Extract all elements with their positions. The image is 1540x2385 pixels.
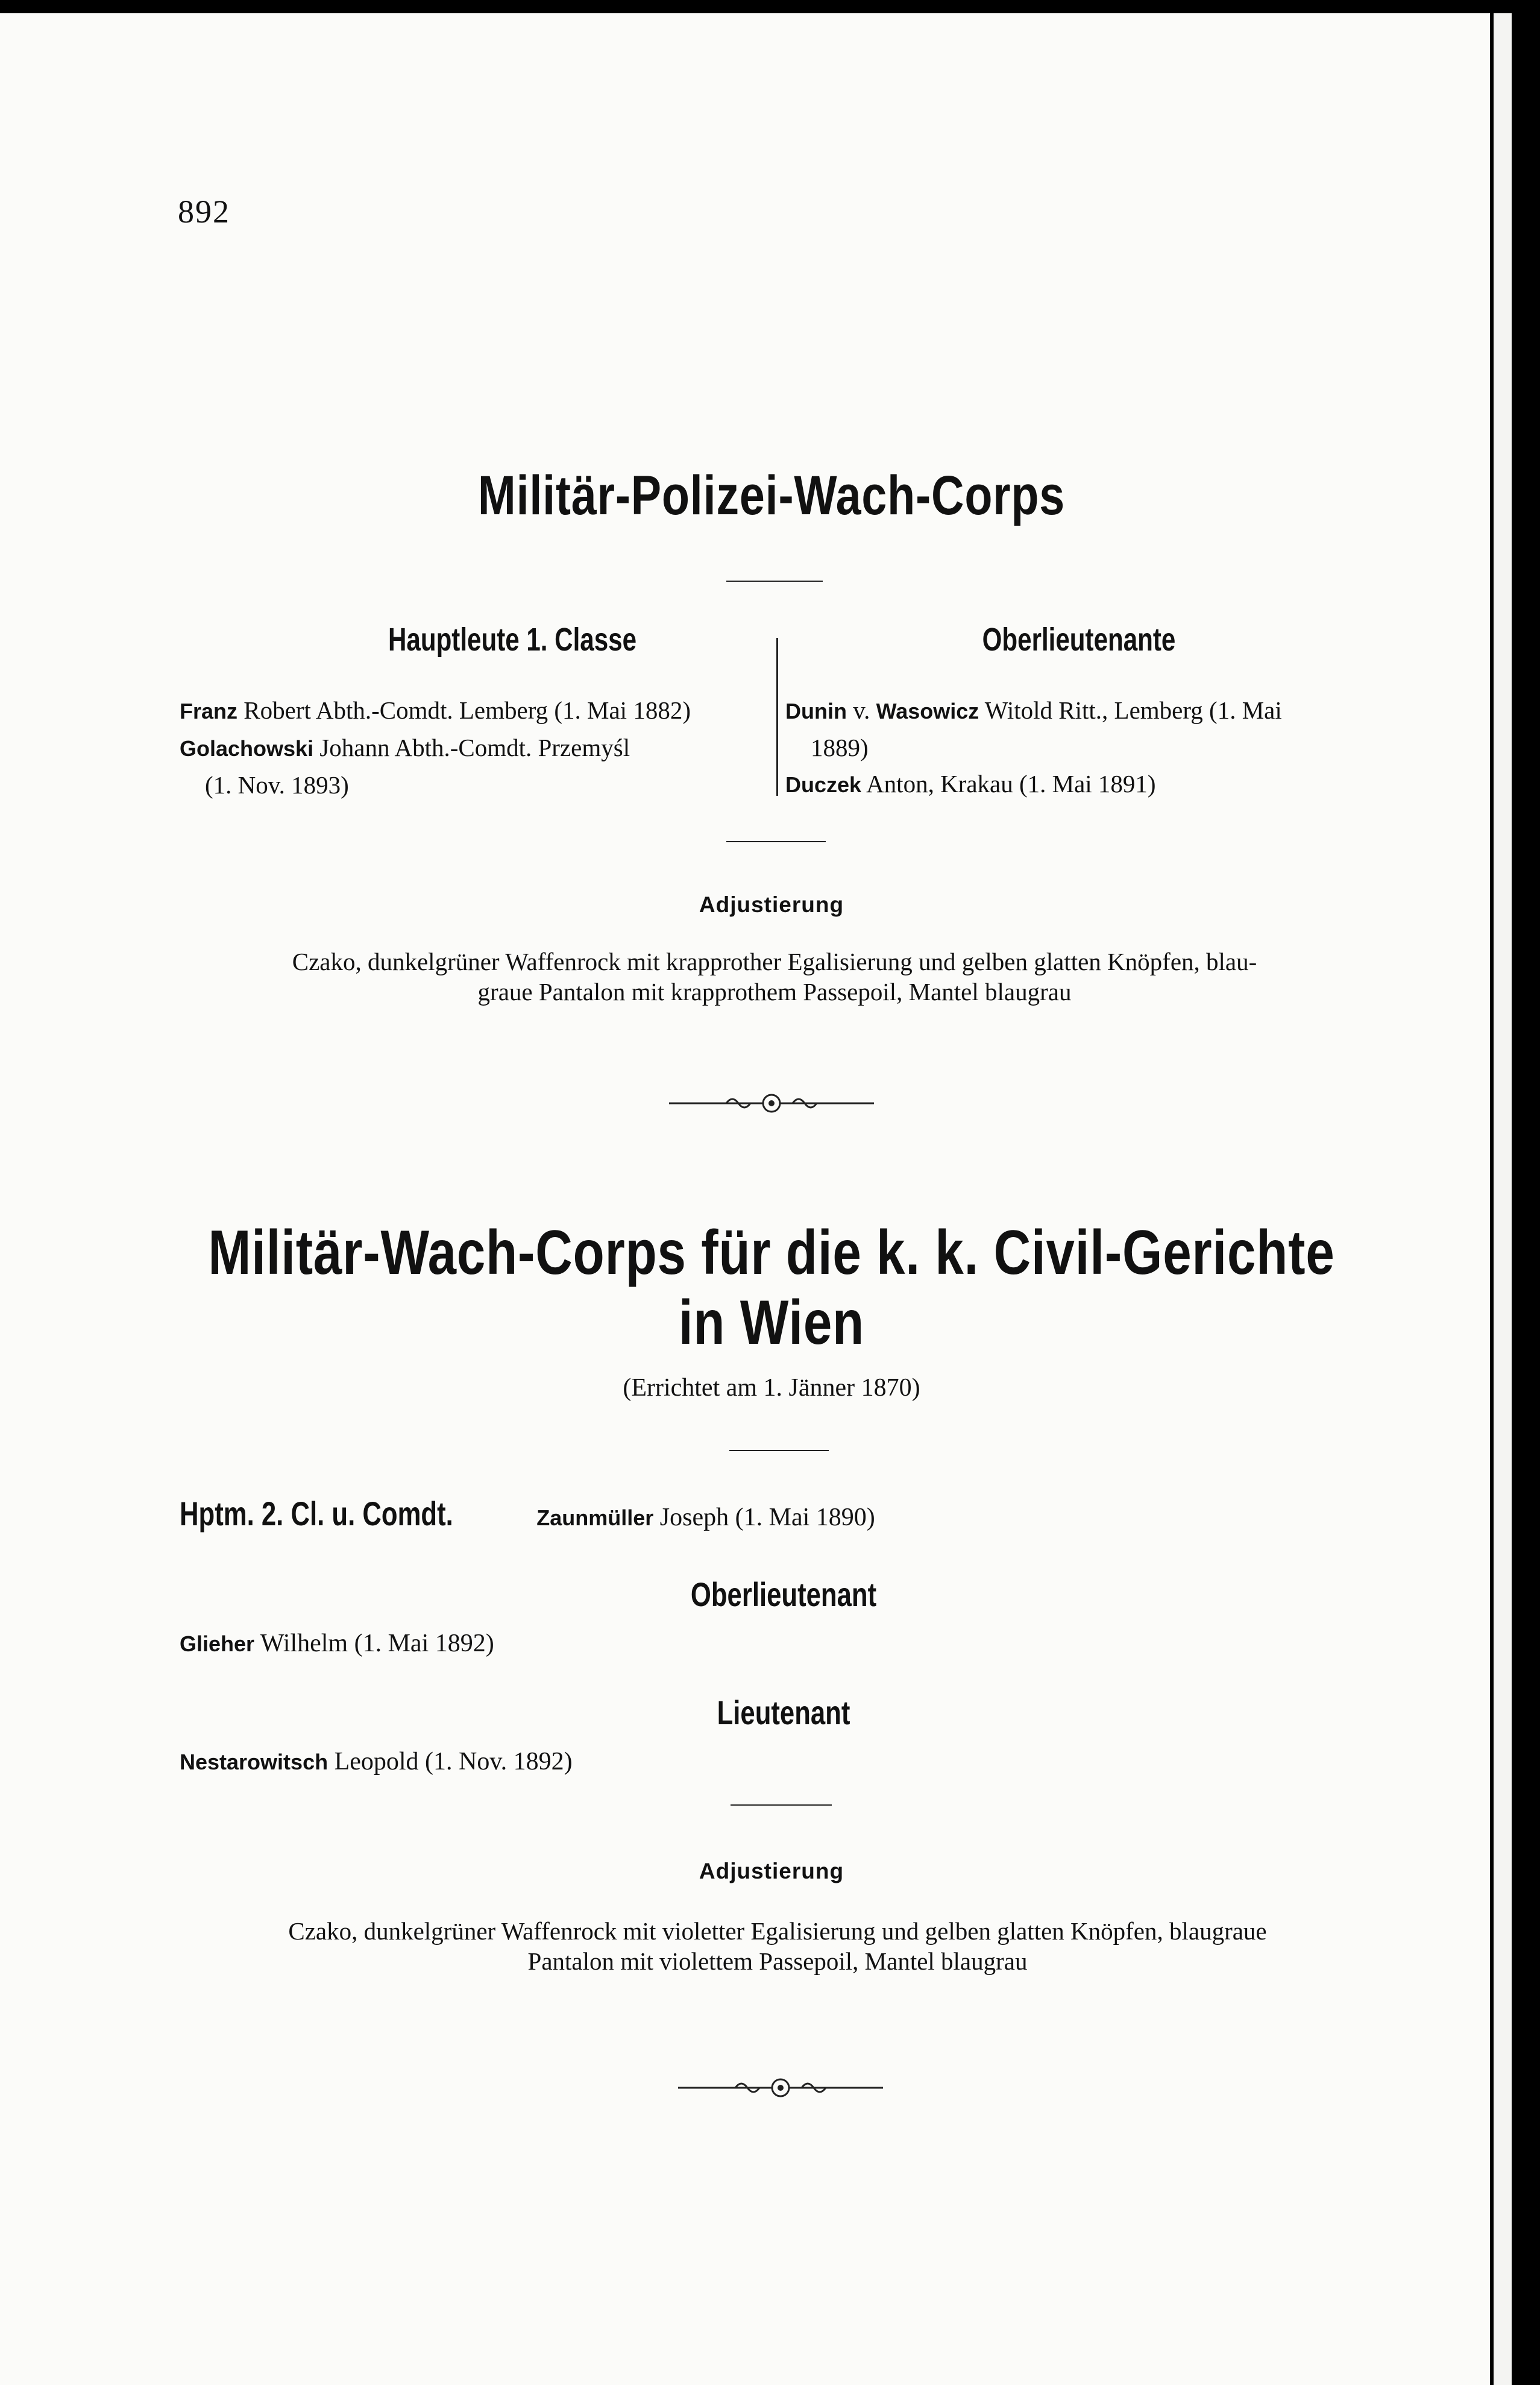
left-column [180, 692, 773, 803]
list-item [180, 1629, 494, 1658]
text-line: Pantalon mit violettem Passepoil, Mantel blaugrau [527, 1947, 1028, 1975]
entry-text: Leopold (1. Nov. 1892) [334, 1748, 573, 1775]
column-divider [776, 638, 778, 796]
entry-text: (1. Nov. 1893) [205, 771, 349, 799]
comdt-label: Hptm. 2. Cl. u. Comdt. [180, 1495, 453, 1533]
list-item [785, 692, 1388, 729]
entry-text: 1889) [811, 734, 869, 761]
adjustierung-heading: Adjustierung [699, 892, 844, 917]
text-line: graue Pantalon mit krapprothem Passepoil, Mantel blaugrau [477, 978, 1072, 1006]
section2-title-line1: Militär-Wach-Corps für die k. k. Civil-Gerichte [208, 1218, 1335, 1288]
lieutenant-heading: Lieutenant [717, 1693, 850, 1731]
commandant-line [180, 1494, 875, 1533]
divider [729, 1450, 829, 1451]
section2-subtitle: (Errichtet am 1. Jänner 1870) [623, 1374, 920, 1402]
adjustierung-heading: Adjustierung [699, 1859, 844, 1883]
entry-text: v. [853, 696, 870, 724]
ornament-divider [678, 2073, 883, 2103]
right-column-heading: Oberlieutenante [982, 622, 1176, 658]
list-item [180, 767, 773, 803]
entry-name: Golachowski [180, 736, 314, 761]
section1-title: Militär-Polizei-Wach-Corps [477, 465, 1066, 526]
entry-name: Glieher [180, 1631, 255, 1656]
left-column-heading: Hauptleute 1. Classe [388, 622, 636, 658]
entry-name: Duczek [785, 772, 862, 797]
entry-name: Zaunmüller [536, 1505, 654, 1530]
list-item [180, 1747, 573, 1776]
entry-text: Witold Ritt., Lemberg (1. Mai [984, 696, 1282, 724]
entry-name: Nestarowitsch [180, 1750, 328, 1774]
list-item [180, 729, 773, 767]
entry-text: Johann Abth.-Comdt. Przemyśl [319, 734, 630, 761]
adjustierung-text [175, 947, 1374, 1007]
ornament-divider [669, 1088, 874, 1118]
section2-title-line2: in Wien [678, 1288, 865, 1358]
text-line: Czako, dunkelgrüner Waffenrock mit krapprother Egalisierung und gelben glatten Knöpfen, blau- [292, 948, 1257, 975]
oberlieutenant-heading: Oberlieutenant [690, 1575, 877, 1613]
page-edge [1494, 13, 1512, 2385]
entry-text: Anton, Krakau (1. Mai 1891) [866, 770, 1156, 798]
divider [731, 1804, 832, 1806]
entry-name: Wasowicz [876, 699, 979, 723]
entry-text: Joseph (1. Mai 1890) [659, 1504, 875, 1531]
page [0, 13, 1490, 2385]
page-number: 892 [178, 194, 230, 230]
list-item [785, 729, 1388, 766]
divider [726, 581, 823, 582]
right-column [785, 692, 1388, 803]
list-item [180, 692, 773, 729]
text-line: Czako, dunkelgrüner Waffenrock mit violetter Egalisierung und gelben glatten Knöpfen, blaugraue [288, 1917, 1267, 1945]
entry-name: Dunin [785, 699, 847, 723]
adjustierung-text [175, 1916, 1380, 1976]
entry-text: Robert Abth.-Comdt. Lemberg (1. Mai 1882) [244, 696, 691, 724]
list-item [785, 766, 1388, 803]
entry-text: Wilhelm (1. Mai 1892) [260, 1630, 494, 1657]
entry-name: Franz [180, 699, 238, 723]
divider [726, 841, 826, 842]
